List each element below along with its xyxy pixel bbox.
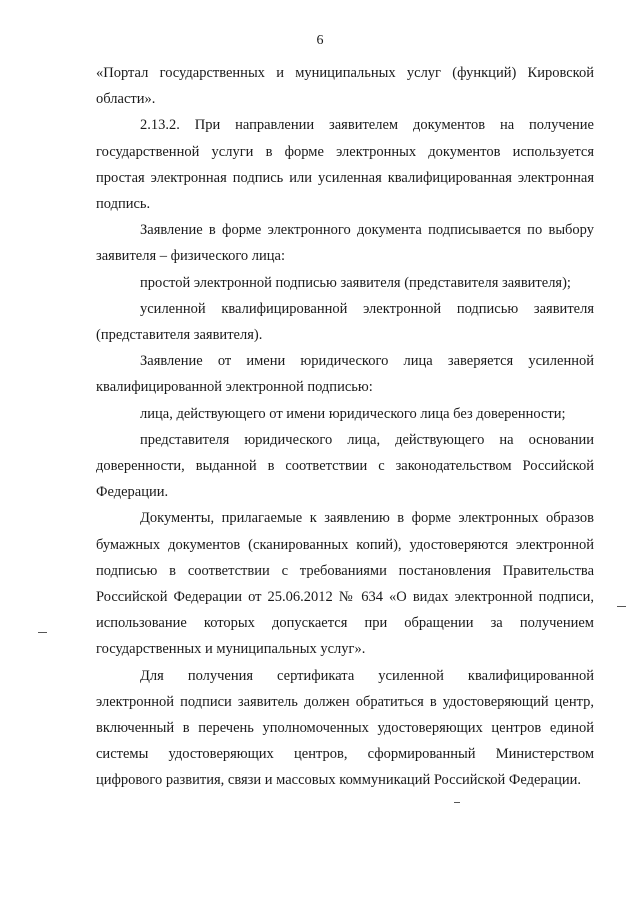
document-body [96, 60, 594, 794]
paragraph: Документы, прилагаемые к заявлению в форме электронных образов бумажных документов (сканированных копий), удостоверяются электронной подписью в соответствии с требованиями постановления Правительства Российской Федерации от 25.06.2012 № 634 «О видах электронной подписи, использование которых допускается при обращении за получением государственных и муниципальных услуг». [96, 510, 594, 658]
scan-mark [38, 632, 47, 633]
paragraph: Заявление от имени юридического лица заверяется усиленной квалифицированной электронной подписью: [96, 353, 594, 396]
paragraph: Для получения сертификата усиленной квалифицированной электронной подписи заявитель должен обратиться в удостоверяющий центр, включенный в перечень уполномоченных удостоверяющих центров единой системы удостоверяющих центров, сформированный Министерством цифрового развития, связи и массовых коммуникаций Российской Федерации. [96, 667, 594, 789]
paragraph: простой электронной подписью заявителя (представителя заявителя); [140, 274, 571, 291]
paragraph: лица, действующего от имени юридического лица без доверенности; [140, 405, 566, 422]
paragraph: «Портал государственных и муниципальных услуг (функций) Кировской области». [96, 65, 594, 108]
page-number: 6 [316, 33, 324, 48]
paragraph: представителя юридического лица, действующего на основании доверенности, выданной в соответствии с законодательством Российской Федерации. [96, 431, 594, 501]
scan-mark [617, 606, 626, 607]
scan-mark [454, 802, 460, 803]
paragraph: усиленной квалифицированной электронной подписью заявителя (представителя заявителя). [96, 300, 594, 344]
paragraph: Заявление в форме электронного документа подписывается по выбору заявителя – физического лица: [96, 222, 594, 265]
paragraph: 2.13.2. При направлении заявителем документов на получение государственной услуги в форме электронных документов используется простая электронная подпись или усиленная квалифицированная электронная подпись. [96, 117, 594, 213]
